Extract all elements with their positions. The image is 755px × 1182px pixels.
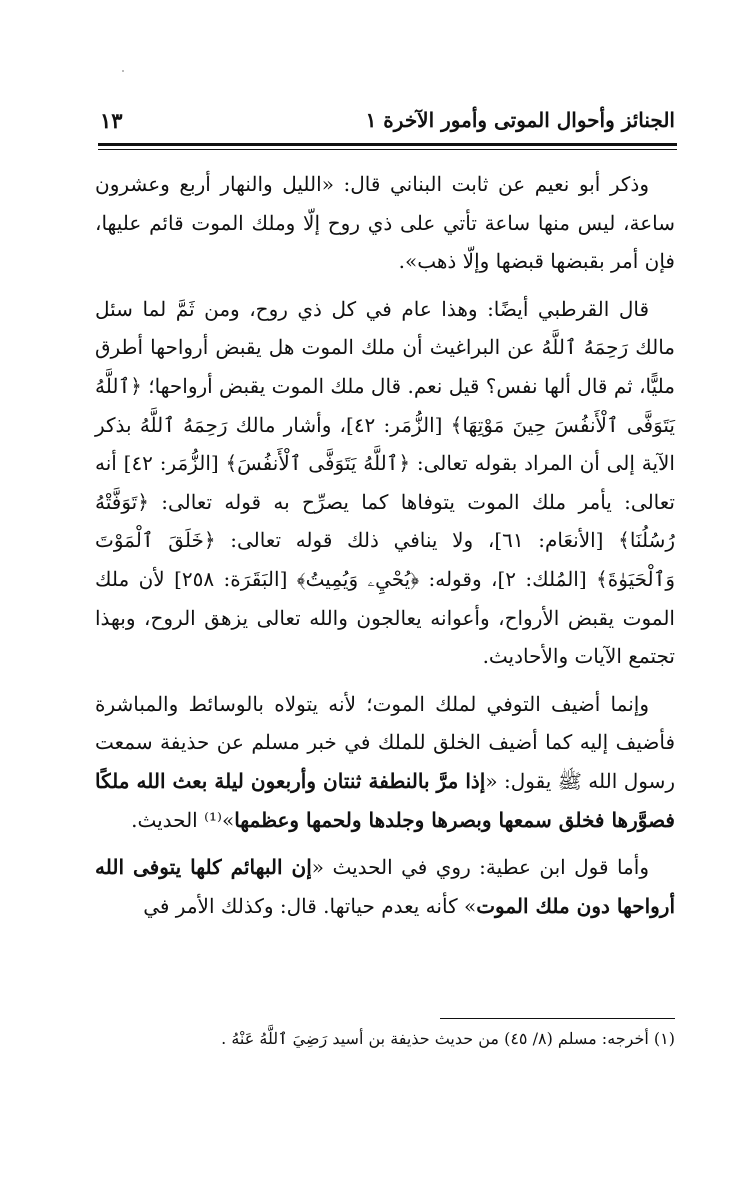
scan-speck	[122, 70, 124, 72]
paragraph-3	[95, 685, 675, 839]
paragraph-3-lead: وإنما أضيف التوفي لملك الموت؛ لأنه يتولاه بالوسائط والمباشرة فأضيف إليه كما أضيف الخلق للملك في خبر مسلم عن حذيفة سمعت رسول الله ﷺ يقول: «	[95, 691, 676, 793]
hadith-quote-bold-2: إن البهائم كلها يتوفى الله أرواحها دون ملك الموت	[95, 855, 675, 918]
header-rule-thin	[98, 149, 677, 150]
page-number: ١٣	[100, 108, 123, 133]
footnote: (١) أخرجه: مسلم (٨/ ٤٥) من حديث حذيفة بن أسيد رَضِيَ ٱللَّهُ عَنْهُ .	[221, 1029, 675, 1048]
hadith-quote-bold: إذا مرَّ بالنطفة ثنتان وأربعون ليلة بعث الله ملكًا فصوَّرها فخلق سمعها وبصرها وجلدها ولحمها وعظمها	[95, 768, 675, 832]
paragraph-4-tail: » كأنه يعدم حياتها. قال: وكذلك الأمر في	[143, 893, 477, 918]
header-rule-thick	[98, 143, 677, 146]
paragraph-3-tail: »⁽¹⁾ الحديث.	[131, 807, 235, 832]
running-title: الجنائز وأحوال الموتى وأمور الآخرة ١	[365, 108, 675, 132]
footnote-rule	[440, 1018, 675, 1019]
paragraph-2: قال القرطبي أيضًا: وهذا عام في كل ذي روح، ومن ثَمَّ لما سئل مالك رَحِمَهُ ٱللَّهُ عن البراغيث أن ملك الموت هل يقبض أرواحها أطرق مليًّا، ثم قال ألها نفس؟ قيل نعم. قال ملك الموت يقبض أرواحها؛ ﴿ٱللَّهُ يَتَوَفَّى ٱلْأَنفُسَ حِينَ مَوْتِهَا﴾ [الزُّمَر: ٤٢]، وأشار مالك رَحِمَهُ ٱللَّهُ بذكر الآية إلى أن المراد بقوله تعالى: ﴿ٱللَّهُ يَتَوَفَّى ٱلْأَنفُسَ﴾ [الزُّمَر: ٤٢] أنه تعالى: يأمر ملك الموت يتوفاها كما يصرِّح به قوله تعالى: ﴿تَوَفَّتْهُ رُسُلُنَا﴾ [الأنعَام: ٦١]، ولا ينافي ذلك قوله تعالى: ﴿خَلَقَ ٱلْمَوْتَ وَٱلْحَيَوٰةَ﴾ [المُلك: ٢]، وقوله: ﴿يُحْيِۦ وَيُمِيتُ﴾ [البَقَرَة: ٢٥٨] لأن ملك الموت يقبض الأرواح، وأعوانه يعالجون والله تعالى يزهق الروح، وبهذا تجتمع الآيات والأحاديث.	[95, 296, 676, 669]
paragraph-1: وذكر أبو نعيم عن ثابت البناني قال: «الليل والنهار أربع وعشرون ساعة، ليس منها ساعة تأتي على ذي روح إلّا وملك الموت قائم عليها، فإن أمر بقبضها قبضها وإلّا ذهب».	[95, 172, 675, 274]
main-text	[95, 165, 675, 934]
paragraph-4	[95, 848, 675, 925]
running-header	[100, 108, 675, 140]
paragraph-4-lead: وأما قول ابن عطية: روي في الحديث «	[311, 855, 649, 880]
